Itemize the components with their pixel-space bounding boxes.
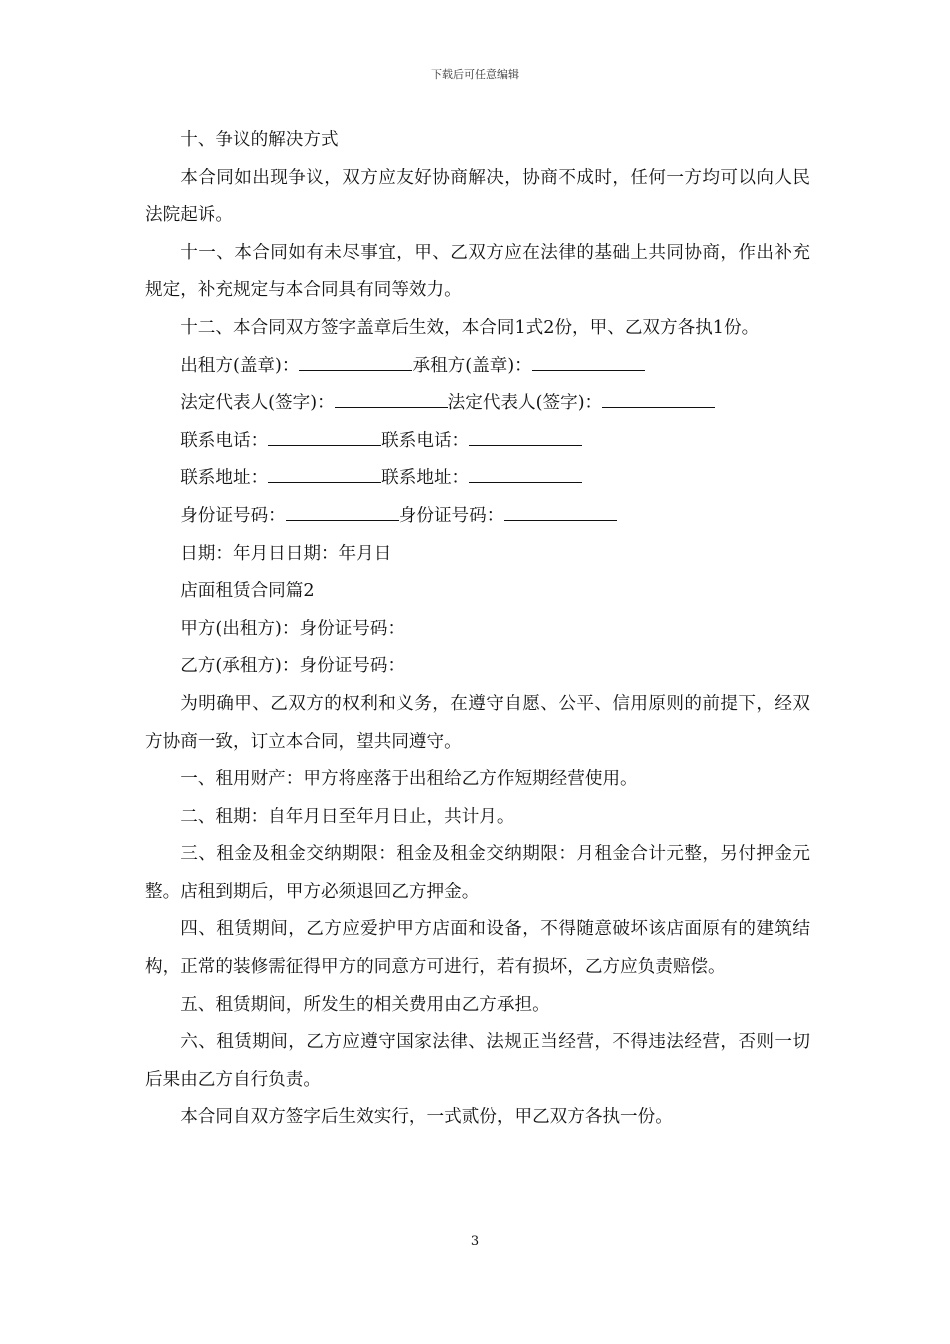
section-heading-10: 十、争议的解决方式 — [180, 130, 339, 150]
address-label-2: 联系地址： — [381, 468, 470, 489]
phone-blank-1 — [268, 431, 381, 446]
lessee-seal-blank — [532, 356, 645, 371]
signature-phone-line — [145, 423, 810, 461]
contract-title-2: 店面租赁合同篇2 — [180, 581, 315, 602]
legal-rep-blank-2 — [602, 393, 715, 408]
party-b-line: 乙方(承租方)：身份证号码： — [180, 656, 406, 677]
signature-date-line: 日期：年月日日期：年月日 — [180, 543, 392, 564]
paragraph-clause-11: 十一、本合同如有未尽事宜，甲、乙双方应在法律的基础上共同协商，作出补充规定，补充规定与本合同具有同等效力。 — [145, 242, 810, 301]
lessor-seal-blank — [299, 356, 412, 371]
paragraph-clause-5: 五、租赁期间，所发生的相关费用由乙方承担。 — [180, 994, 550, 1015]
party-a-line: 甲方(出租方)：身份证号码： — [180, 618, 406, 639]
paragraph-clause-12: 十二、本合同双方签字盖章后生效，本合同1式2份，甲、乙双方各执1份。 — [180, 317, 760, 338]
paragraph-clause-4: 四、租赁期间，乙方应爱护甲方店面和设备，不得随意破坏该店面原有的建筑结构，正常的装修需征得甲方的同意方可进行，若有损坏，乙方应负责赔偿。 — [145, 919, 810, 978]
paragraph-dispute: 本合同如出现争议，双方应友好协商解决，协商不成时，任何一方均可以向人民法院起诉。 — [145, 167, 810, 226]
phone-blank-2 — [469, 431, 582, 446]
phone-label-2: 联系电话： — [381, 430, 470, 451]
page-header-note: 下载后可任意编辑 — [431, 68, 519, 81]
signature-address-line — [145, 460, 810, 498]
paragraph-preamble: 为明确甲、乙双方的权利和义务，在遵守自愿、公平、信用原则的前提下，经双方协商一致，订立本合同，望共同遵守。 — [145, 693, 810, 752]
legal-rep-label-2: 法定代表人(签字)： — [447, 393, 603, 414]
legal-rep-label-1: 法定代表人(签字)： — [180, 393, 335, 414]
paragraph-closing: 本合同自双方签字后生效实行，一式贰份，甲乙双方各执一份。 — [180, 1107, 673, 1128]
page-number: 3 — [470, 1234, 480, 1249]
id-blank-2 — [504, 506, 617, 521]
address-blank-2 — [469, 468, 582, 483]
address-label-1: 联系地址： — [180, 468, 269, 489]
paragraph-clause-1: 一、租用财产：甲方将座落于出租给乙方作短期经营使用。 — [180, 769, 638, 790]
legal-rep-blank-1 — [335, 393, 448, 408]
id-label-1: 身份证号码： — [180, 505, 286, 526]
document-body — [145, 122, 810, 1137]
address-blank-1 — [268, 468, 381, 483]
paragraph-clause-3: 三、租金及租金交纳期限：租金及租金交纳期限：月租金合计元整，另付押金元整。店租到期后，甲方必须退回乙方押金。 — [145, 844, 810, 902]
paragraph-clause-6: 六、租赁期间，乙方应遵守国家法律、法规正当经营，不得违法经营，否则一切后果由乙方自行负责。 — [145, 1032, 810, 1090]
lessee-seal-label: 承租方(盖章)： — [412, 355, 532, 376]
id-label-2: 身份证号码： — [398, 505, 505, 526]
id-blank-1 — [286, 506, 399, 521]
paragraph-clause-2: 二、租期：自年月日至年月日止，共计月。 — [180, 806, 515, 827]
signature-legal-rep-line — [145, 385, 810, 423]
signature-seal-line — [145, 348, 810, 386]
phone-label-1: 联系电话： — [180, 430, 269, 451]
signature-id-line — [145, 498, 810, 536]
lessor-seal-label: 出租方(盖章)： — [180, 355, 300, 376]
